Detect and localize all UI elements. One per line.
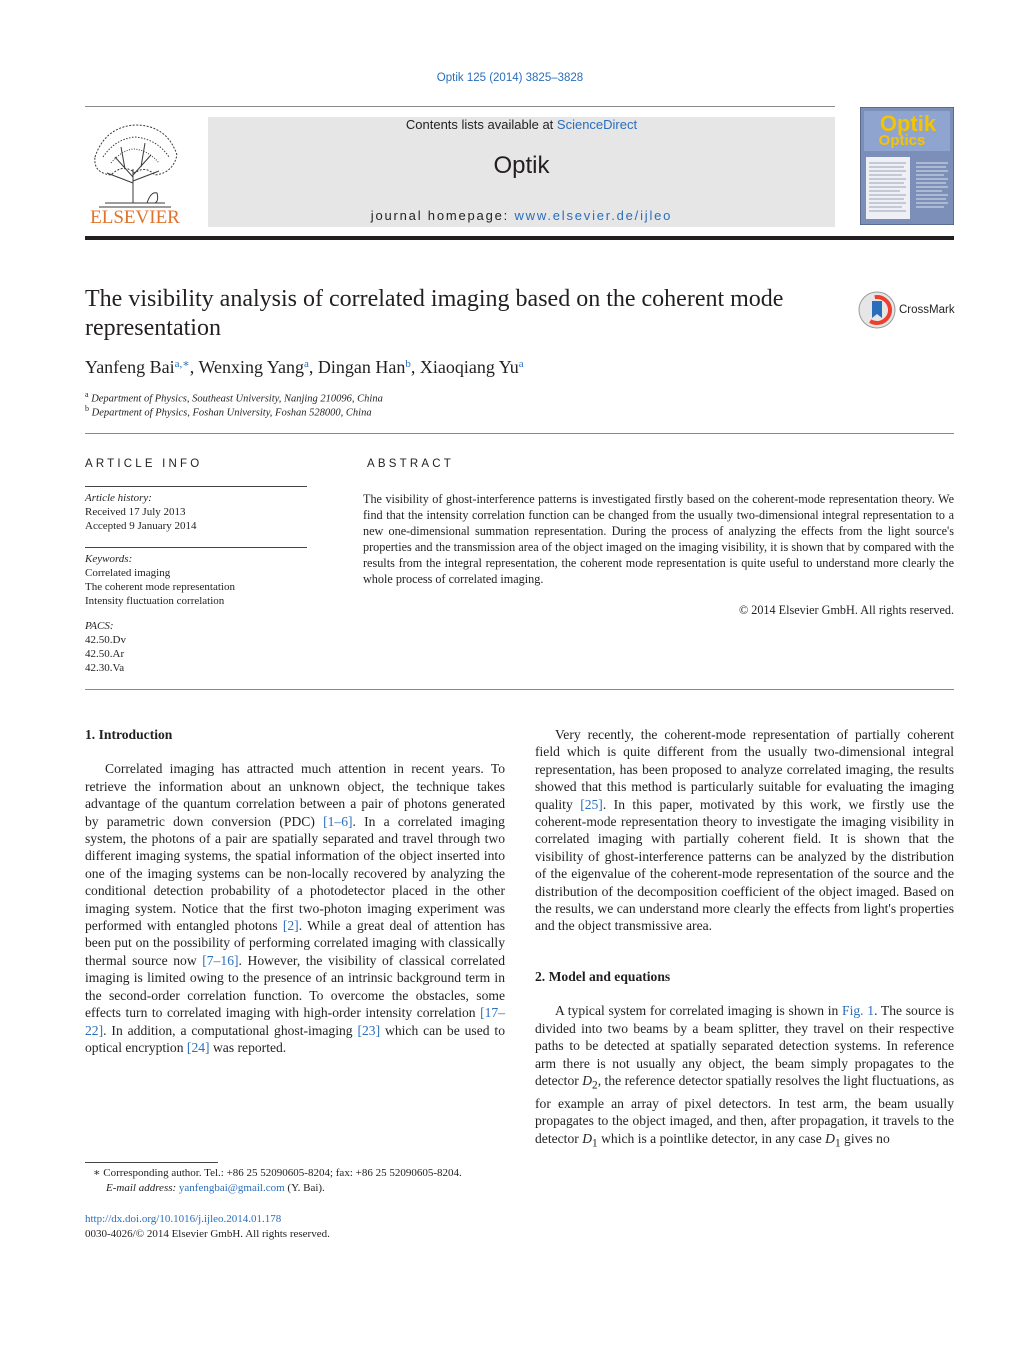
reference-link[interactable]: [2] (282, 918, 299, 934)
author[interactable] (85, 357, 190, 377)
text: Correlated imaging has attracted much attention in recent years. To retrieve the information about an unknown object, the technique takes advantage of the quantum correlation between a pair of photons generated by parametric down conversion (PDC) (85, 761, 505, 829)
journal-name: Optik (493, 152, 550, 179)
abstract-heading: ABSTRACT (367, 458, 454, 470)
affil-text: Department of Physics, Southeast University, Nanjing 210096, China (91, 393, 383, 405)
figure-link[interactable]: Fig. 1 (842, 1003, 875, 1019)
text: , the reference detector spatially resolves the light fluctuations, as for example an array of pixel detectors. In test arm, the beam usually propagates to the object imaged, and then, after propagation, it travels to the detector (535, 1072, 954, 1146)
section-heading: 2. Model and equations (535, 968, 671, 984)
article-title: The visibility analysis of correlated imaging based on the coherent mode representation (85, 286, 784, 341)
copyright-line: © 2014 Elsevier GmbH. All rights reserved. (738, 603, 954, 617)
doi-link[interactable]: http://dx.doi.org/10.1016/j.ijleo.2014.01.178 (85, 1213, 282, 1225)
math-subscript: 1 (834, 1137, 841, 1150)
affil-text: Department of Physics, Foshan University, Foshan 528000, China (91, 407, 372, 419)
homepage-link[interactable]: www.elsevier.de/ijleo (514, 208, 673, 223)
corresponding-footnote (85, 1166, 505, 1196)
math-subscript: 2 (592, 1079, 598, 1092)
homepage-line (208, 208, 835, 223)
email-line (85, 1181, 505, 1196)
info-rule (85, 547, 307, 548)
email-link[interactable]: yanfengbai@gmail.com (178, 1182, 285, 1194)
reference-link[interactable]: [17–22] (85, 1005, 505, 1038)
contents-prefix: Contents lists available at (405, 117, 557, 132)
math-symbol: D (582, 1130, 593, 1146)
math-subscript: 1 (592, 1137, 598, 1150)
section-heading: 1. Introduction (85, 727, 173, 742)
article-history (85, 491, 197, 533)
crossmark-label: CrossMark (899, 304, 955, 316)
journal-citation[interactable]: Optik 125 (2014) 3825–3828 (436, 72, 584, 84)
pacs-code: 42.50.Dv (85, 634, 126, 646)
text: . In addition, a computational ghost-imaging (103, 1022, 358, 1038)
reference-link[interactable]: [7–16] (202, 952, 239, 968)
affiliation-a (85, 390, 383, 405)
author-list: Yanfeng Bai$^{a,∗}$, Wenxing Yang$^a$, Dingan Han$^b$, Xiaoqiang Yu$^a$ (85, 357, 524, 377)
text: Very recently, the coherent-mode representation of partially coherent field which is quite different from the usually two-dimensional integral representation, has been proposed to analyze correlated imaging, the results showed that this method is particularly suitable for evaluating the imaging quality (535, 727, 954, 812)
crossmark-icon (858, 291, 898, 331)
body-left-column (85, 726, 505, 1056)
text: . The source is divided into two beams by a beam splitter, they travel on their respective paths to be detected at spatially separated detection systems. In reference arm there is not usually any object, the beam simply propagates to the detector (535, 1003, 955, 1088)
author-affil-marker[interactable]: a (304, 358, 309, 370)
received-date: Received 17 July 2013 (85, 506, 186, 518)
keyword: Correlated imaging (85, 567, 171, 579)
abstract-text: The visibility of ghost-interference patterns is investigated firstly based on the coherent-mode representation theory. We find that the intensity correlation function can be changed from the usually two-dimensional integral representation to a new one-dimensional summation representation. During the process of analyzing the effects from the light source's properties and the transmission area of the object imaged on the imaging visibility, it is shown that by compared with the results from the integral representation, the coherent mode representation is quite useful to understand more clearly the whole process of correlated imaging. (363, 492, 954, 586)
pacs-code: 42.50.Ar (85, 648, 125, 660)
text: gives no (840, 1130, 890, 1146)
history-label: Article history: (85, 492, 152, 504)
author-affil-marker[interactable]: a,∗ (174, 358, 190, 370)
crossmark-badge[interactable] (858, 291, 958, 331)
text: . In a correlated imaging system, the photons of a pair are spatially separated and travel through two different imaging systems, the spatial information of the object inserted into one of the imaging systems can be non-locally recovered by analyzing the conditional detection probability of a photodetector placed in the other imaging system. Notice that the first two-photon imaging experiment was performed with entangled photons (85, 813, 505, 934)
keyword: Intensity fluctuation correlation (85, 595, 225, 607)
paragraph (535, 1002, 954, 1153)
cover-title: Optik (879, 111, 937, 136)
corresponding-author: ∗ Corresponding author. Tel.: +86 25 52090605-8204; fax: +86 25 52090605-8204. (93, 1167, 462, 1179)
issn-line: 0030-4026/© 2014 Elsevier GmbH. All rights reserved. (85, 1228, 330, 1240)
info-rule (85, 486, 307, 487)
math-symbol: D (582, 1072, 593, 1088)
keywords-block (85, 552, 235, 675)
reference-link[interactable]: [24] (186, 1039, 210, 1055)
cover-subtitle: Optics (878, 132, 926, 149)
text: which is a pointlike detector, in any case (597, 1130, 826, 1146)
author[interactable] (198, 357, 308, 377)
reference-link[interactable]: [25] (580, 796, 603, 812)
affiliation-b (85, 404, 372, 419)
email-suffix: (Y. Bai). (284, 1182, 325, 1194)
header-thick-rule (85, 236, 954, 240)
email-label: E-mail address: (106, 1182, 179, 1194)
paragraph (85, 760, 505, 1056)
reference-link[interactable]: [1–6] (323, 813, 353, 829)
author-affil-marker[interactable]: a (518, 358, 524, 370)
reference-link[interactable]: [23] (357, 1022, 381, 1038)
pacs-label: PACS: (85, 620, 114, 632)
affil-marker: a (85, 390, 89, 399)
sciencedirect-link[interactable]: ScienceDirect (556, 117, 638, 132)
author-name: Dingan Han (317, 357, 406, 377)
text: was reported. (209, 1039, 287, 1055)
text: . While a great deal of attention has been put on the possibility of performing correlated imaging with classically thermal source now (85, 918, 505, 968)
doi-block (85, 1212, 330, 1242)
journal-cover-image (860, 107, 954, 225)
article-info-heading: ARTICLE INFO (85, 458, 203, 470)
author-name: Wenxing Yang (198, 357, 305, 377)
author-affil-marker[interactable]: b (405, 358, 411, 370)
text: A typical system for correlated imaging is shown in (555, 1003, 843, 1019)
author-name: Yanfeng Bai (85, 357, 175, 377)
affil-marker: b (85, 404, 89, 413)
homepage-prefix: journal homepage: (370, 208, 515, 223)
elsevier-wordmark: ELSEVIER (90, 207, 180, 227)
elsevier-tree-logo (85, 117, 185, 227)
author[interactable] (318, 357, 411, 377)
header-rule (85, 106, 835, 107)
keyword: The coherent mode representation (85, 581, 235, 593)
text: . In this paper, motivated by this work, we firstly use the coherent-mode representation theory to investigate the imaging visibility in correlated imaging with partially coherent field. It is shown that the visibility of ghost-interference patterns can be analyzed by the distribution of the eigenvalue of the coherent-mode representation of the source and the distribution of the decomposition coefficient of the object imaged. Based on the results, we can understand more clearly the effects from light's properties and the object transmissive area. (535, 796, 954, 934)
keywords-label: Keywords: (85, 553, 133, 565)
pacs-code: 42.30.Va (85, 662, 125, 674)
text: which can be used to optical encryption (85, 1022, 505, 1055)
paragraph (535, 726, 954, 935)
text: . However, the visibility of classical correlated imaging is limited owing to the presence of an intrinsic background term in the second-order correlation function. To overcome the obstacles, some effects turn to correlated imaging with high-order intensity correlation (85, 952, 505, 1021)
math-symbol: D (825, 1130, 835, 1146)
divider (85, 433, 954, 434)
divider (85, 689, 954, 690)
author[interactable] (420, 357, 524, 377)
accepted-date: Accepted 9 January 2014 (85, 520, 197, 532)
contents-line (208, 117, 835, 132)
body-right-column (535, 726, 954, 1153)
author-name: Xiaoqiang Yu (419, 357, 519, 377)
footnote-rule (85, 1162, 218, 1163)
